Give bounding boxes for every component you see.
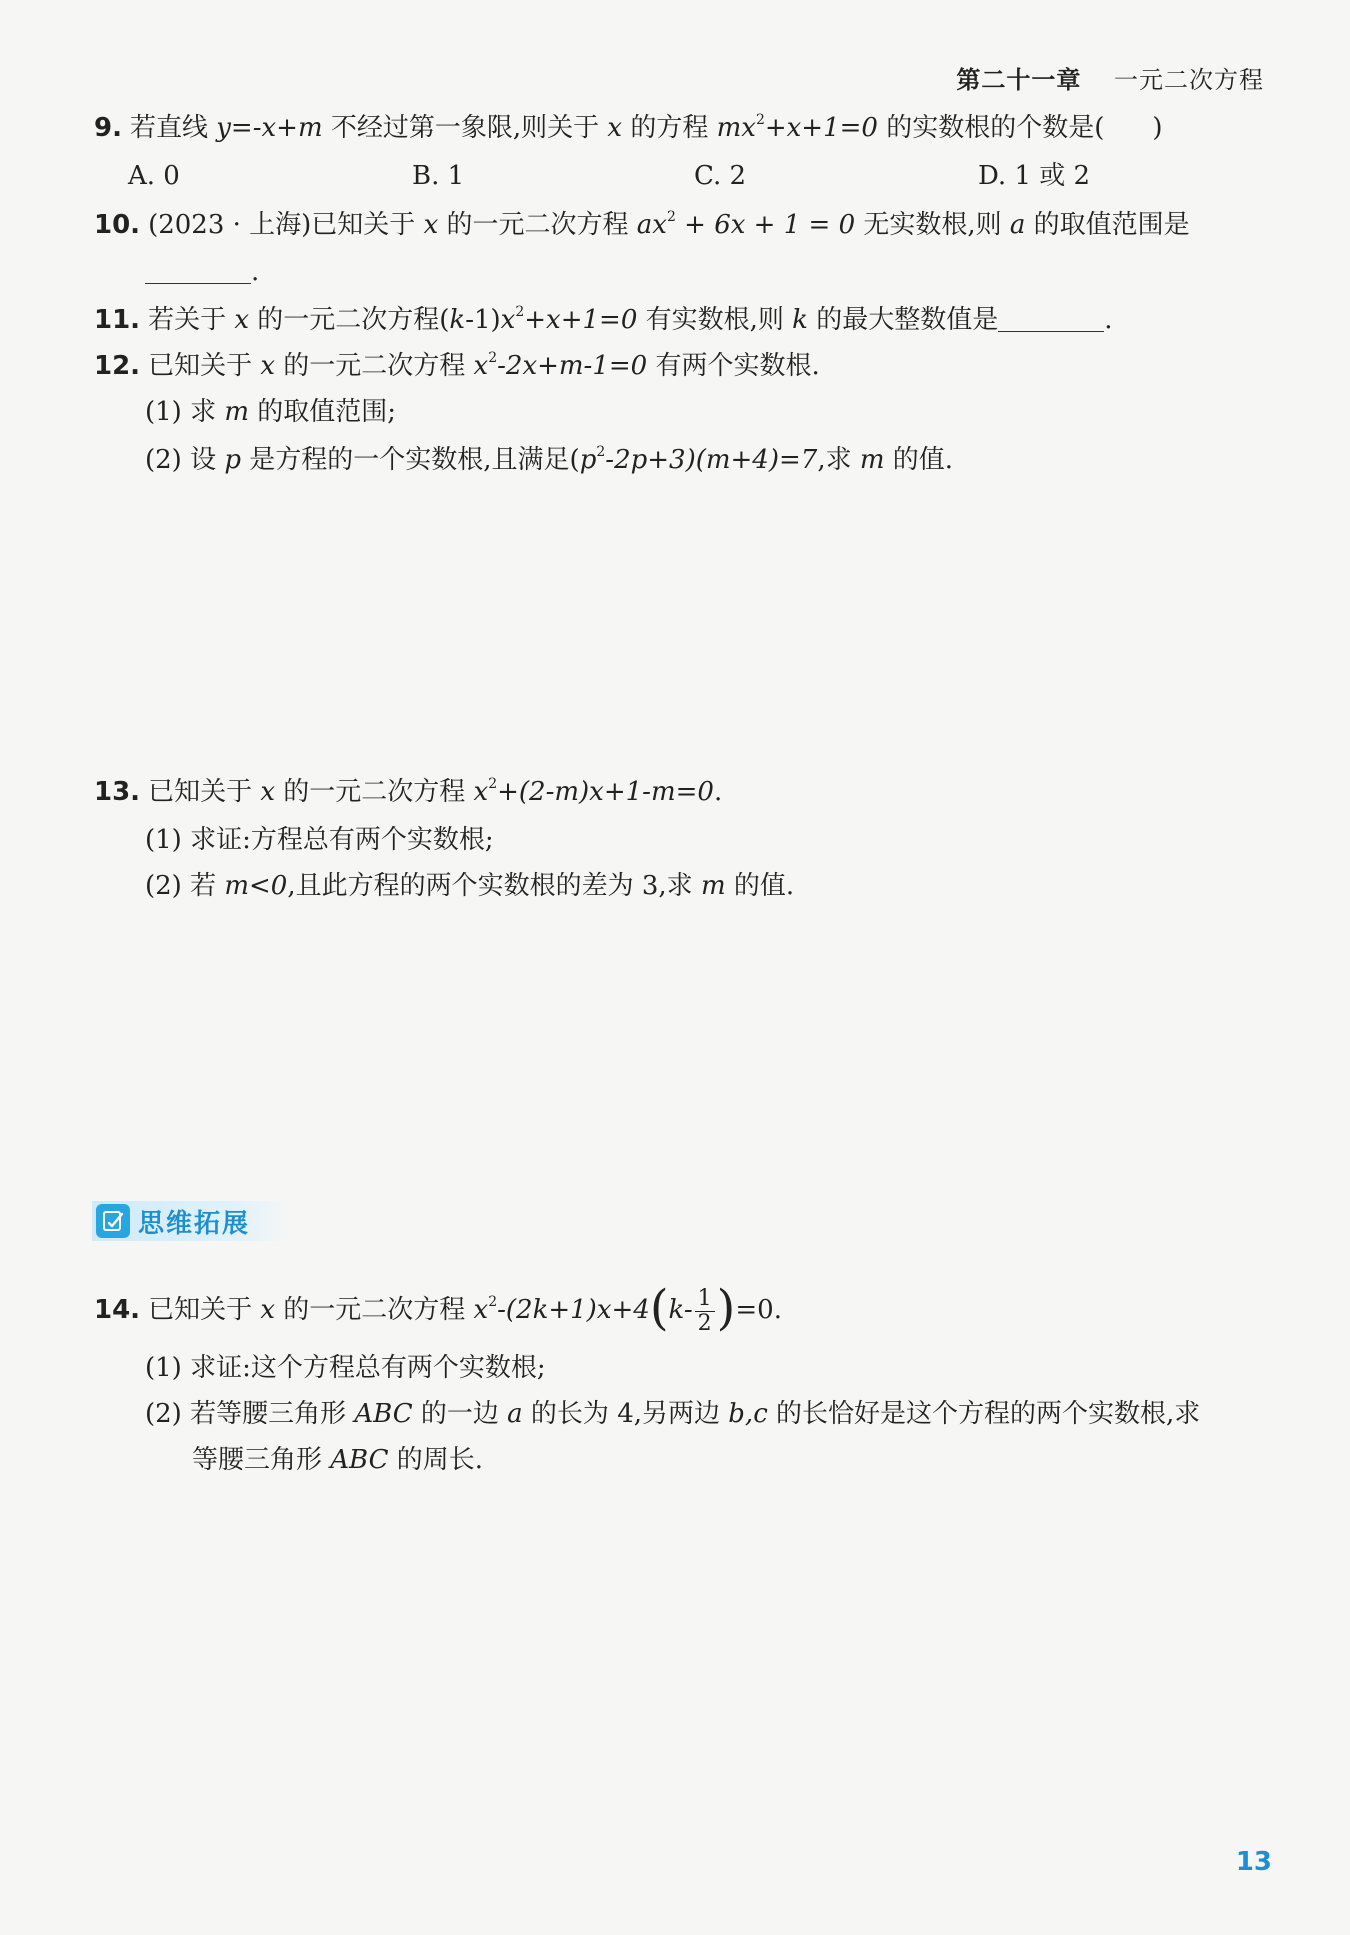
numerator: 1	[695, 1287, 715, 1312]
math: x	[260, 351, 275, 381]
question-number: 12.	[94, 351, 141, 381]
math: ABC	[330, 1445, 389, 1475]
exponent: 2	[666, 209, 676, 225]
question-number: 13.	[94, 777, 141, 807]
q-text: =0.	[735, 1295, 782, 1325]
page-number: 13	[1235, 1847, 1272, 1877]
math: x	[500, 305, 516, 335]
question-14	[94, 1282, 1264, 1338]
question-12-part-2	[145, 440, 1265, 480]
math: x	[473, 351, 489, 381]
math: ABC	[354, 1399, 413, 1429]
math: x	[423, 210, 439, 240]
question-10	[94, 205, 1264, 245]
chapter-title: 一元二次方程	[1114, 66, 1264, 94]
fraction-one-half	[695, 1287, 715, 1336]
q-text: 若关于	[148, 305, 235, 335]
answer-blank[interactable]	[145, 253, 251, 284]
math: k	[449, 305, 466, 335]
chapter-header	[956, 60, 1264, 95]
math: +(2-m)x+1-m=0	[497, 777, 714, 807]
math: -2p+3)(m+4)=7	[605, 445, 818, 475]
math: +x+1=0	[524, 305, 638, 335]
question-12	[94, 346, 1264, 386]
question-number: 10.	[94, 210, 141, 240]
exponent: 2	[755, 112, 765, 128]
math: y=-x+m	[216, 113, 323, 143]
section-heading	[92, 1200, 290, 1242]
exponent: 2	[515, 304, 525, 320]
math: m	[859, 445, 885, 475]
math: k-	[668, 1295, 693, 1325]
q-text: 等腰三角形	[192, 1445, 331, 1475]
question-number: 11.	[94, 305, 141, 335]
q-text: 的周长.	[388, 1445, 484, 1475]
question-number: 14.	[94, 1295, 141, 1325]
q-text: (2023 · 上海)已知关于	[148, 210, 424, 240]
right-paren: )	[716, 1280, 736, 1336]
math: -(2k+1)x+4	[497, 1295, 650, 1325]
math: m	[224, 397, 250, 427]
q-text: 是方程的一个实数根,且满足(	[241, 445, 580, 475]
answer-blank[interactable]	[998, 301, 1104, 332]
option-c[interactable]: C. 2	[694, 161, 747, 191]
q-text: 的一元二次方程	[275, 1295, 474, 1325]
question-14-part-2-cont	[192, 1440, 1312, 1480]
math: +x+1=0	[764, 113, 878, 143]
question-13-part-2	[145, 866, 1265, 906]
q-text: 的值.	[884, 445, 954, 475]
math: x	[473, 777, 489, 807]
q-text: 已知关于	[148, 351, 261, 381]
chapter-number: 第二十一章	[956, 66, 1082, 94]
q-text: (2) 若等腰三角形	[145, 1399, 355, 1429]
math: + 6x + 1 = 0	[675, 210, 856, 240]
math: -2x+m-1=0	[497, 351, 648, 381]
exponent: 2	[488, 1294, 498, 1310]
q-text: 的方程	[622, 113, 717, 143]
denominator: 2	[697, 1310, 712, 1336]
question-13	[94, 772, 1264, 812]
math: -1)	[465, 305, 501, 335]
q-text: 的取值范围是	[1025, 210, 1190, 240]
question-12-part-1	[145, 392, 1265, 432]
question-10-answer	[145, 252, 445, 292]
question-14-part-1: (1) 求证:这个方程总有两个实数根;	[145, 1353, 546, 1383]
q-text: 的一元二次方程	[438, 210, 637, 240]
math: x	[260, 1295, 275, 1325]
math: mx	[716, 113, 756, 143]
q-text: 无实数根,则	[855, 210, 1010, 240]
q-text: 的一元二次方程	[275, 351, 474, 381]
q-text: 的取值范围;	[249, 397, 397, 427]
section-band	[92, 1201, 290, 1241]
exponent: 2	[596, 444, 606, 460]
math: x	[473, 1295, 489, 1325]
math: p	[579, 445, 597, 475]
math: a	[1009, 210, 1026, 240]
q-text: 的一元二次方程(	[249, 305, 450, 335]
q-text: (2) 若	[145, 871, 225, 901]
q-text: .	[713, 777, 723, 807]
math: x	[260, 777, 275, 807]
exponent: 2	[488, 350, 498, 366]
question-14-part-2	[145, 1394, 1265, 1434]
q-text: ,求	[817, 445, 860, 475]
option-a[interactable]: A. 0	[128, 161, 180, 191]
q-text: 的长恰好是这个方程的两个实数根,求	[767, 1399, 1201, 1429]
math: a	[507, 1399, 523, 1429]
math: x	[234, 305, 249, 335]
math: b,c	[728, 1399, 768, 1429]
math: p	[224, 445, 242, 475]
math: m<0	[224, 871, 288, 901]
option-d[interactable]: D. 1 或 2	[978, 161, 1091, 191]
math: ax	[636, 210, 667, 240]
q-text: 有两个实数根.	[647, 351, 820, 381]
q-text: 已知关于	[148, 777, 261, 807]
pencil-check-icon	[96, 1204, 130, 1238]
section-title: 思维拓展	[138, 1208, 251, 1239]
math: m	[700, 871, 726, 901]
q-text: .	[1104, 305, 1113, 335]
exponent: 2	[488, 776, 498, 792]
question-11	[94, 300, 1264, 340]
q-text: 的实数根的个数是(	[877, 113, 1105, 143]
question-number: 9.	[94, 113, 122, 143]
q-text: 的最大整数值是	[807, 305, 999, 335]
q-text: .	[251, 257, 260, 287]
math: k	[792, 305, 808, 335]
q-text: 已知关于	[148, 1295, 261, 1325]
q-text: 的一边	[412, 1399, 508, 1429]
option-b[interactable]: B. 1	[412, 161, 465, 191]
q-text: 的长为 4,另两边	[522, 1399, 729, 1429]
q-text: 若直线	[129, 113, 217, 143]
q-text: (1) 求	[145, 397, 225, 427]
q-text: 不经过第一象限,则关于	[322, 113, 608, 143]
q-text: )	[1152, 113, 1163, 143]
question-9	[94, 108, 1264, 148]
q-text: ,且此方程的两个实数根的差为 3,求	[287, 871, 701, 901]
q-text: 有实数根,则	[637, 305, 793, 335]
q-text: 的一元二次方程	[275, 777, 474, 807]
math: x	[607, 113, 623, 143]
question-13-part-1: (1) 求证:方程总有两个实数根;	[145, 825, 494, 855]
left-paren: (	[649, 1280, 669, 1336]
q-text: 的值.	[725, 871, 795, 901]
q-text: (2) 设	[145, 445, 225, 475]
